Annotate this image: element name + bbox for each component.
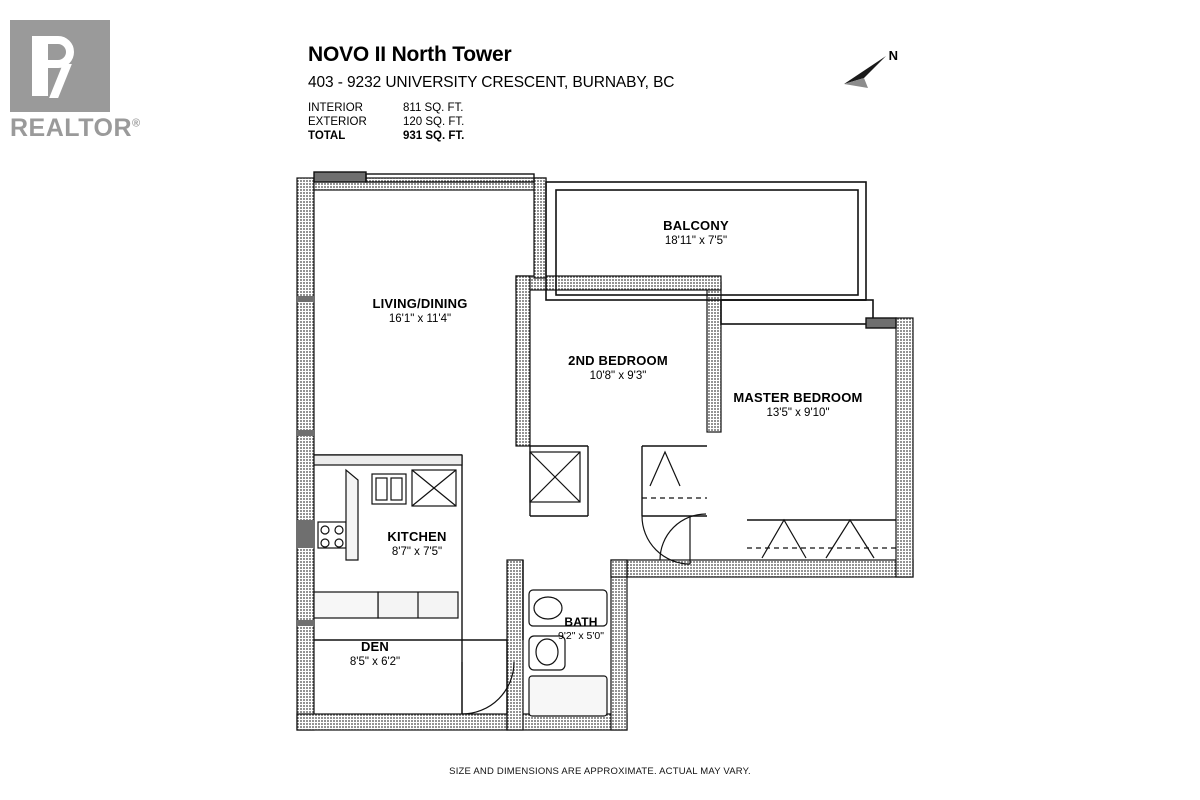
room-name-balcony: BALCONY xyxy=(663,218,729,233)
room-name-kitchen: KITCHEN xyxy=(387,529,447,544)
room-dim-den: 8'5" x 6'2" xyxy=(349,656,401,669)
room-dim-balcony: 18'11" x 7'5" xyxy=(664,235,728,248)
kitchen-fixtures xyxy=(314,455,462,618)
room-name-den: DEN xyxy=(360,639,390,654)
bath-fixtures xyxy=(529,590,607,716)
room-name-master-bedroom: MASTER BEDROOM xyxy=(733,390,863,405)
storage-box xyxy=(530,452,580,502)
room-dim-kitchen: 8'7" x 7'5" xyxy=(391,546,443,559)
registered-mark: ® xyxy=(132,117,141,130)
area-label-interior: INTERIOR xyxy=(308,102,363,114)
room-dim-master-bedroom: 13'5" x 9'10" xyxy=(766,407,830,420)
room-name-living-dining: LIVING/DINING xyxy=(372,296,468,311)
closets xyxy=(642,452,896,558)
room-name-bath: BATH xyxy=(564,615,598,629)
room-name-2nd-bedroom: 2ND BEDROOM xyxy=(568,353,668,368)
interior-partitions xyxy=(297,296,896,714)
disclaimer-text: SIZE AND DIMENSIONS ARE APPROXIMATE. ACTUAL MAY VARY. xyxy=(449,766,751,777)
room-dim-living-dining: 16'1" x 11'4" xyxy=(388,313,452,326)
realtor-wordmark-text: REALTOR xyxy=(10,114,133,142)
property-address: 403 - 9232 UNIVERSITY CRESCENT, BURNABY, BC xyxy=(308,74,675,91)
room-dim-2nd-bedroom: 10'8" x 9'3" xyxy=(589,370,647,383)
area-value-total: 931 SQ. FT. xyxy=(403,130,465,142)
north-letter: N xyxy=(888,48,898,63)
wall-details xyxy=(314,172,896,328)
area-label-exterior: EXTERIOR xyxy=(308,116,367,128)
area-value-exterior: 120 SQ. FT. xyxy=(403,116,465,128)
area-label-total: TOTAL xyxy=(308,130,346,142)
room-dim-bath: 9'2" x 5'0" xyxy=(558,630,604,642)
area-value-interior: 811 SQ. FT. xyxy=(403,102,464,114)
exterior-walls xyxy=(297,178,913,730)
page-title: NOVO II North Tower xyxy=(308,43,512,66)
